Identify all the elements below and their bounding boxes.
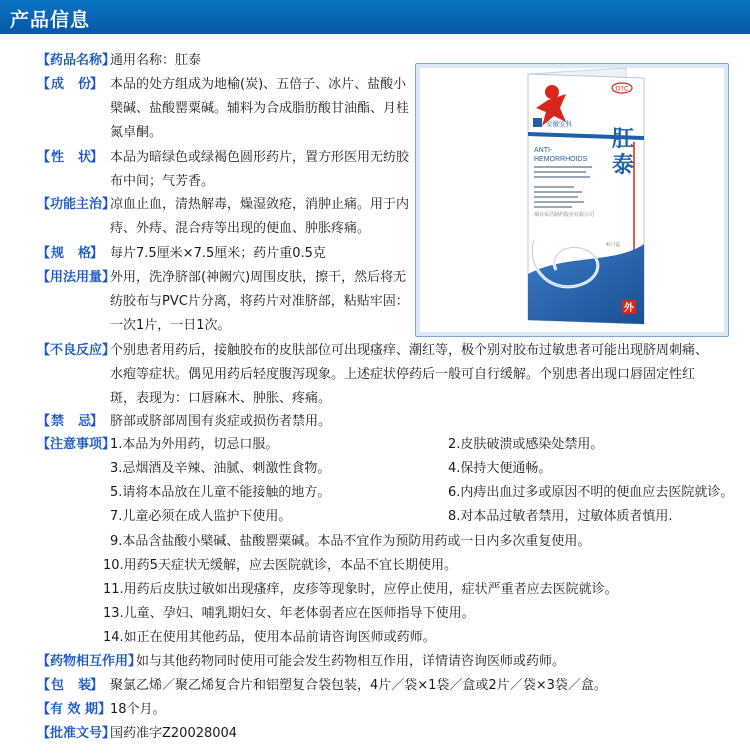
label-indications: 【功能主治】 (37, 197, 116, 212)
contraindications-text: 脐部或脐部周围有炎症或损伤者禁用。 (110, 414, 332, 429)
generic-name-value: 肛泰 (175, 53, 202, 68)
box-english-1: ANTI- (534, 147, 553, 154)
package-text: 聚氯乙烯／聚乙烯复合片和铝塑复合袋包装，4片／袋×1袋／盒或2片／袋×3袋／盒。 (110, 678, 607, 693)
adverse-line-3: 斑，表现为：口唇麻木、肿胀、疼痛。 (110, 391, 332, 406)
interactions-text: 如与其他药物同时使用可能会发生药物相互作用，详情请咨询医师或药师。 (136, 654, 566, 669)
box-company: 烟台荣昌制药股份有限公司 (534, 212, 595, 218)
product-box-illustration (416, 64, 728, 336)
precaution-item-1: 1.本品为外用药，切忌口服。 (110, 437, 279, 452)
precaution-item-7: 7.儿童必须在成人监护下使用。 (110, 509, 292, 524)
validity-text: 18个月。 (110, 702, 166, 717)
box-title-1: 肛 (612, 127, 635, 152)
generic-name-prefix: 通用名称： (110, 53, 176, 68)
generic-name (110, 49, 201, 73)
usage-line-3: 一次1片，一日1次。 (110, 318, 231, 333)
box-spec: 4片/盒 (606, 242, 621, 248)
label-adverse: 【不良反应】 (37, 343, 116, 358)
precaution-item-4: 4.保持大便通畅。 (448, 461, 552, 476)
precaution-item-3: 3.忌烟酒及辛辣、油腻、刺激性食物。 (110, 461, 331, 476)
header-bar (0, 0, 750, 34)
box-title-2: 泰 (612, 153, 635, 178)
approval-text: 国药准字Z20028004 (110, 726, 238, 741)
indications-text: 凉血止血，清热解毒，燥湿敛疮，消肿止痛。用于内痔、外痔、混合痔等出现的便血、肿胀疼痛。 (110, 197, 410, 236)
specification-text: 每片7.5厘米×7.5厘米；药片重0.5克 (110, 246, 326, 261)
precaution-item-2: 2.皮肤破溃或感染处禁用。 (448, 437, 604, 452)
box-brand: 安徽安科 (546, 121, 572, 128)
usage-line-2: 纺胶布与PVC片分离，将药片对准脐部，粘贴牢固： (110, 294, 409, 309)
label-interactions: 【药物相互作用】 (37, 654, 142, 669)
precaution-item-9: 9.本品含盐酸小檗碱、盐酸罂粟碱。本品不宜作为预防用药或一日内多次重复使用。 (110, 534, 591, 549)
usage-line-1: 外用，洗净脐部(神阙穴)周围皮肤，擦干，然后将无 (110, 270, 407, 285)
precaution-item-5: 5.请将本品放在儿童不能接触的地方。 (110, 485, 331, 500)
brand-logo-icon (533, 118, 542, 127)
precaution-item-13: 13.儿童、孕妇、哺乳期妇女、年老体弱者应在医师指导下使用。 (103, 606, 475, 621)
page-title: 产品信息 (10, 9, 91, 31)
precaution-item-10: 10.用药5天症状无缓解，应去医院就诊，本品不宜长期使用。 (103, 558, 457, 573)
label-validity: 【有 效 期】 (37, 702, 112, 717)
appearance-text: 本品为暗绿色或绿褐色圆形药片，置方形医用无纺胶布中间；气芳香。 (110, 150, 410, 189)
precaution-item-6: 6.内痔出血过多或原因不明的便血应去医院就诊。 (448, 485, 734, 500)
external-use-text: 外 (624, 303, 634, 314)
box-english-2: HEMORRHOIDS (534, 156, 588, 163)
precaution-item-11: 11.用药后皮肤过敏如出现瘙痒，皮疹等现象时，应停止使用，症状严重者应去医院就诊。 (103, 582, 618, 597)
adverse-line-1: 个别患者用药后，接触胶布的皮肤部位可出现瘙痒、潮红等，极个别对胶布过敏患者可能出现脐周刺痛、 (110, 343, 709, 358)
label-drug-name: 【药品名称】 (37, 53, 116, 68)
label-precautions: 【注意事项】 (37, 437, 116, 452)
label-usage: 【用法用量】 (37, 270, 116, 285)
adverse-line-2: 水疱等症状。偶见用药后轻度腹泻现象。上述症状停药后一般可自行缓解。个别患者出现口唇固定性红 (110, 367, 696, 382)
precaution-item-8: 8.对本品过敏者禁用，过敏体质者慎用. (448, 509, 673, 524)
otc-text: OTC (615, 86, 629, 93)
product-image (415, 63, 729, 337)
label-approval: 【批准文号】 (37, 726, 116, 741)
composition-text: 本品的处方组成为地榆(炭)、五倍子、冰片、盐酸小檗碱、盐酸罂粟碱。辅料为合成脂肪酸甘油酯、月桂氮卓酮。 (110, 77, 410, 140)
precaution-item-14: 14.如正在使用其他药品，使用本品前请咨询医师或药师。 (103, 630, 436, 645)
